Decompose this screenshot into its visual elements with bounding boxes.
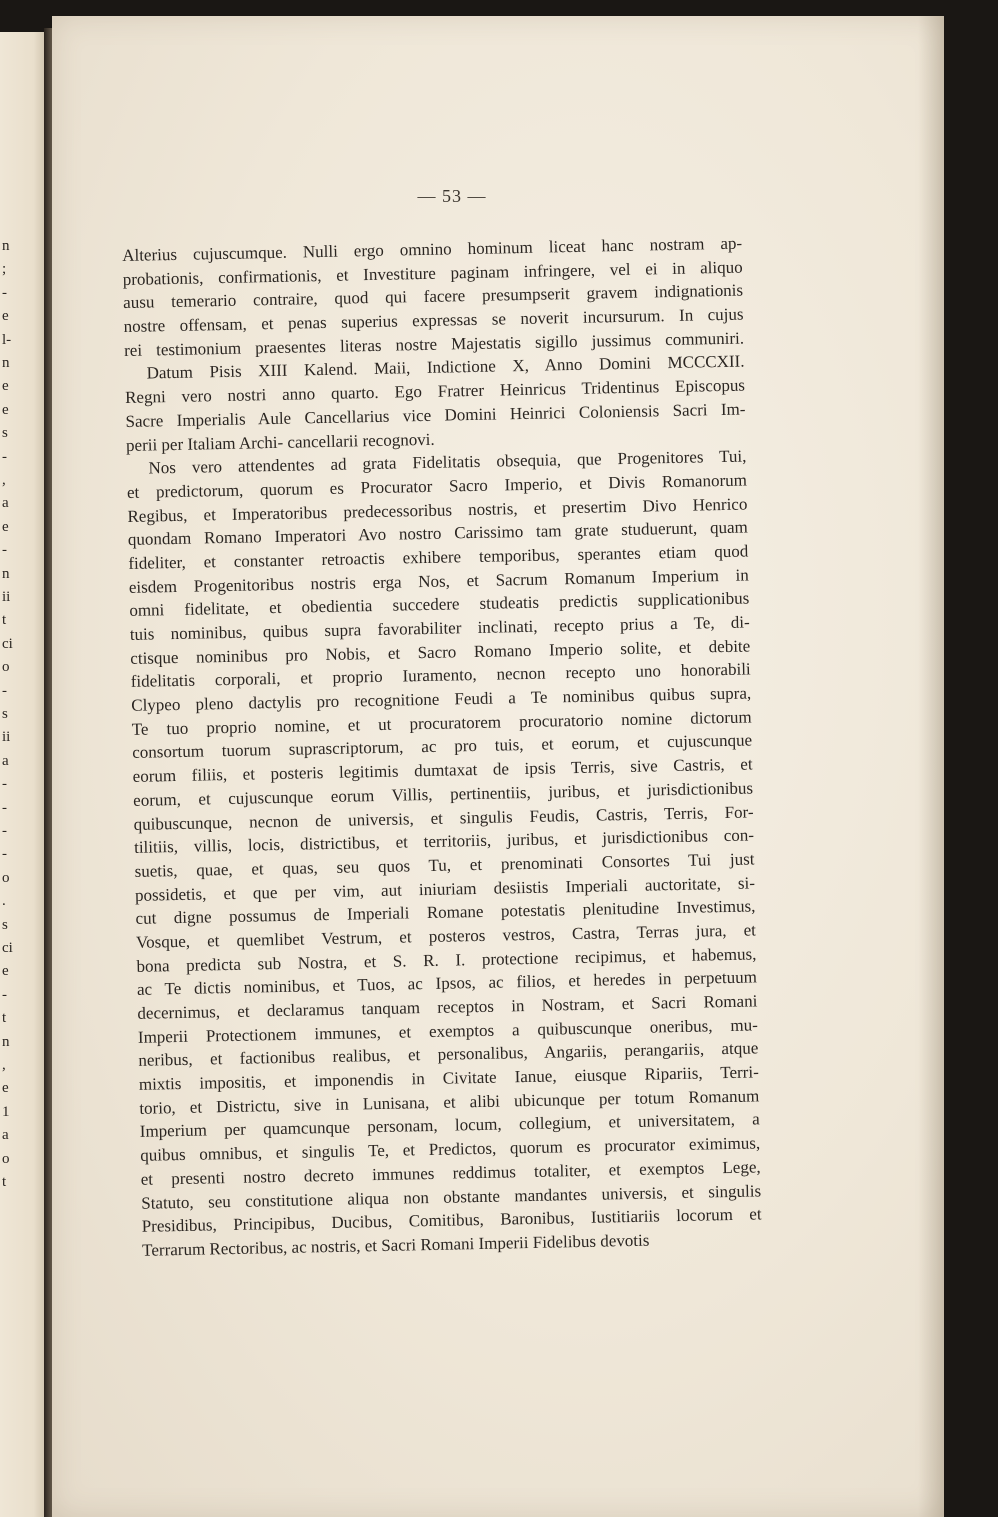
text-line: rei testimonium praesentes literas nostre Majestatis sigillo jussimus communiri.	[123, 328, 745, 360]
left-page-fragment: n	[2, 355, 10, 371]
text-line: probationis, confirmationis, et Investiture paginam infringere, vel ei in aliquo	[122, 257, 743, 289]
text-line: Sacre Imperialis Aule Cancellarius vice Domini Heinrici Coloniensis Sacri Im-	[125, 399, 746, 431]
left-page-fragment: a	[2, 1127, 9, 1144]
left-page-fragment: -	[2, 542, 7, 559]
left-page-fragment: t	[2, 1174, 7, 1190]
left-page-fragment: ;	[2, 261, 7, 278]
text-line: Regni vero nostri anno quarto. Ego Fratrer Heinricus Tridentinus Episcopus	[124, 375, 746, 408]
text-line: suetis, quae, et quas, seu quos Tu, et prenominati Consortes Tui just	[134, 849, 755, 881]
text-line: Vosque, et quemlibet Vestrum, et posteros vestros, Castra, Terras jura, et	[135, 920, 757, 952]
text-line: cut digne possumus de Imperiali Romane potestatis plenitudine Investimus,	[135, 896, 756, 929]
left-page-fragment: o	[2, 869, 10, 886]
text-line: eisdem Progenitoribus nostris erga Nos, et Sacrum Romanum Imperium in	[128, 565, 749, 597]
left-page-fragment: o	[2, 659, 10, 676]
text-line: Datum Pisis XIII Kalend. Maii, Indictione X, Anno Domini MCCCXII.	[146, 351, 745, 383]
text-line: nostre offensam, et penas superius expressas se noverit incursurum. In cujus	[123, 304, 744, 337]
text-line: consortum tuorum suprascriptorum, ac pro tuis, et eorum, et cujuscunque	[132, 730, 753, 763]
left-page-fragment: e	[2, 1080, 9, 1097]
book-page	[52, 16, 944, 1517]
left-page-fragment: o	[2, 1150, 10, 1167]
left-page-fragment: -	[2, 682, 7, 699]
text-line: et presenti nostro decreto immunes reddimus totaliter, et exemptos Lege,	[140, 1157, 761, 1189]
text-line: ausu temerario contraire, quod qui facere presumpserit gravem indignationis	[122, 280, 744, 313]
text-line: Regibus, et Imperatoribus predecessoribus nostris, et presertim Divo Henrico	[127, 494, 748, 526]
left-page-fragment: -	[2, 776, 7, 793]
left-page-fragment: -	[2, 823, 7, 839]
left-page-fragment: s	[2, 425, 8, 442]
text-line: eorum, et cujuscunque eorum Villis, pertinentiis, juribus, et jurisdictionibus	[132, 778, 754, 810]
text-line: mixtis impositis, et imponendis in Civitate Ianue, eiusque Ripariis, Terri-	[138, 1062, 759, 1094]
left-page-fragment: .	[2, 893, 6, 910]
left-page-fragment: t	[2, 612, 7, 629]
text-line: Terrarum Rectoribus, ac nostris, et Sacri Romani Imperii Fidelibus devotis	[142, 1230, 650, 1260]
left-page-fragment: a	[2, 495, 9, 512]
text-line: Imperium per quamcunque personam, locum, collegium, et universitatem, a	[139, 1109, 760, 1142]
left-page-fragment: 1	[2, 1103, 10, 1120]
text-line: et predictorum, quorum es Procurator Sacro Imperio, et Divis Romanorum	[126, 470, 748, 502]
text-line: quibuscunque, necnon de universis, et singulis Feudis, Castris, Terris, For-	[133, 801, 754, 834]
left-page-fragment: e	[2, 401, 9, 418]
left-page-fragment: ci	[2, 940, 13, 956]
left-page-fragment: l-	[2, 331, 12, 348]
left-page-fragment: ii	[2, 589, 11, 605]
text-line: possidetis, et que per vim, aut iniuriam desiistis Imperiali auctoritate, si-	[134, 872, 756, 905]
text-line: quibus omnibus, et singulis Te, et Predictos, quorum es procurator eximimus,	[140, 1133, 761, 1165]
text-line: Presidibus, Principibus, Ducibus, Comitibus, Baronibus, Iustitiariis locorum et	[141, 1204, 762, 1236]
text-line: perii per Italiam Archi- cancellarii recognovi.	[125, 429, 435, 455]
left-page-fragment: -	[2, 799, 7, 816]
left-page-fragment: s	[2, 916, 8, 933]
left-page-fragment: n	[2, 565, 10, 582]
text-line: eorum filiis, et posteris legitimis dumtaxat de ipsis Terris, sive Castris, et	[132, 754, 753, 787]
left-page-fragment: -	[2, 448, 7, 465]
text-line: Statuto, seu constitutione aliqua non obstante mandantes universis, et singulis	[141, 1180, 762, 1213]
left-page-fragment: a	[2, 752, 9, 769]
text-line: omni fidelitate, et obedientia succedere studeatis predictis supplicationibus	[129, 588, 750, 621]
text-line: tuis nominibus, quibus supra favorabiliter inclinati, recepto prius a Te, di-	[129, 612, 750, 644]
left-page-fragment: n	[2, 1033, 10, 1050]
text-line: Clypeo pleno dactylis pro recognitione Feudi a Te nominibus quibus supra,	[131, 683, 752, 715]
left-page-fragment: t	[2, 1010, 7, 1027]
text-line: neribus, et factionibus realibus, et personalibus, Angariis, perangariis, atque	[138, 1038, 759, 1071]
text-line: bona predicta sub Nostra, et S. R. I. protectione recipimus, et habemus,	[136, 944, 757, 976]
text-line: ctisque nominibus pro Nobis, et Sacro Romano Imperio solite, et debite	[130, 636, 751, 668]
left-page-fragment: e	[2, 378, 9, 395]
text-line: decernimus, et declaramus tanquam receptos in Nostram, et Sacri Romani	[137, 991, 758, 1023]
left-page-fragment: n	[2, 238, 10, 254]
left-page-fragment: -	[2, 284, 7, 301]
left-page-fragment: ii	[2, 729, 11, 746]
page-edge-shadow	[918, 16, 944, 1517]
text-line: Nos vero attendentes ad grata Fidelitatis obsequia, que Progenitores Tui,	[148, 446, 747, 478]
body-text	[122, 232, 762, 1263]
text-line: fideliter, et constanter retroactis exhibere temporibus, sperantes etiam quod	[128, 541, 749, 573]
left-page-fragment: -	[2, 986, 7, 1003]
left-page-fragment: ,	[2, 1057, 6, 1073]
text-line: fidelitatis corporali, et proprio Iuramento, necnon recepto uno honorabili	[130, 659, 751, 692]
left-page-fragment: e	[2, 963, 9, 980]
left-page-fragment: ,	[2, 472, 6, 488]
left-page-fragment: ci	[2, 635, 13, 652]
left-page-fragment: e	[2, 308, 9, 325]
left-page-fragment: e	[2, 518, 9, 535]
text-line: torio, et Districtu, sive in Lunisana, et alibi ubicunque per totum Romanum	[139, 1086, 760, 1118]
text-line: ac Te dictis nominibus, et Tuos, ac Ipsos, ac filios, et heredes in perpetuum	[136, 967, 758, 1000]
left-page-fragment: s	[2, 706, 8, 722]
page-number: — 53 —	[417, 186, 487, 206]
text-line: tilitiis, villis, locis, districtibus, et territoriis, juribus, et jurisdictionibus con-	[133, 825, 755, 858]
text-line: quondam Romano Imperatori Avo nostro Carissimo tam grate studuerunt, quam	[127, 517, 749, 550]
text-line: Imperii Protectionem immunes, et exemptos a quibuscunque oneribus, mu-	[137, 1015, 758, 1047]
text-line: Alterius cujuscumque. Nulli ergo omnino hominum liceat hanc nostram ap-	[122, 233, 743, 265]
left-page-margin	[0, 32, 48, 1517]
left-page-fragment: -	[2, 846, 7, 863]
text-line: Te tuo proprio nomine, et ut procuratorem procuratorio nomine dictorum	[131, 707, 752, 739]
